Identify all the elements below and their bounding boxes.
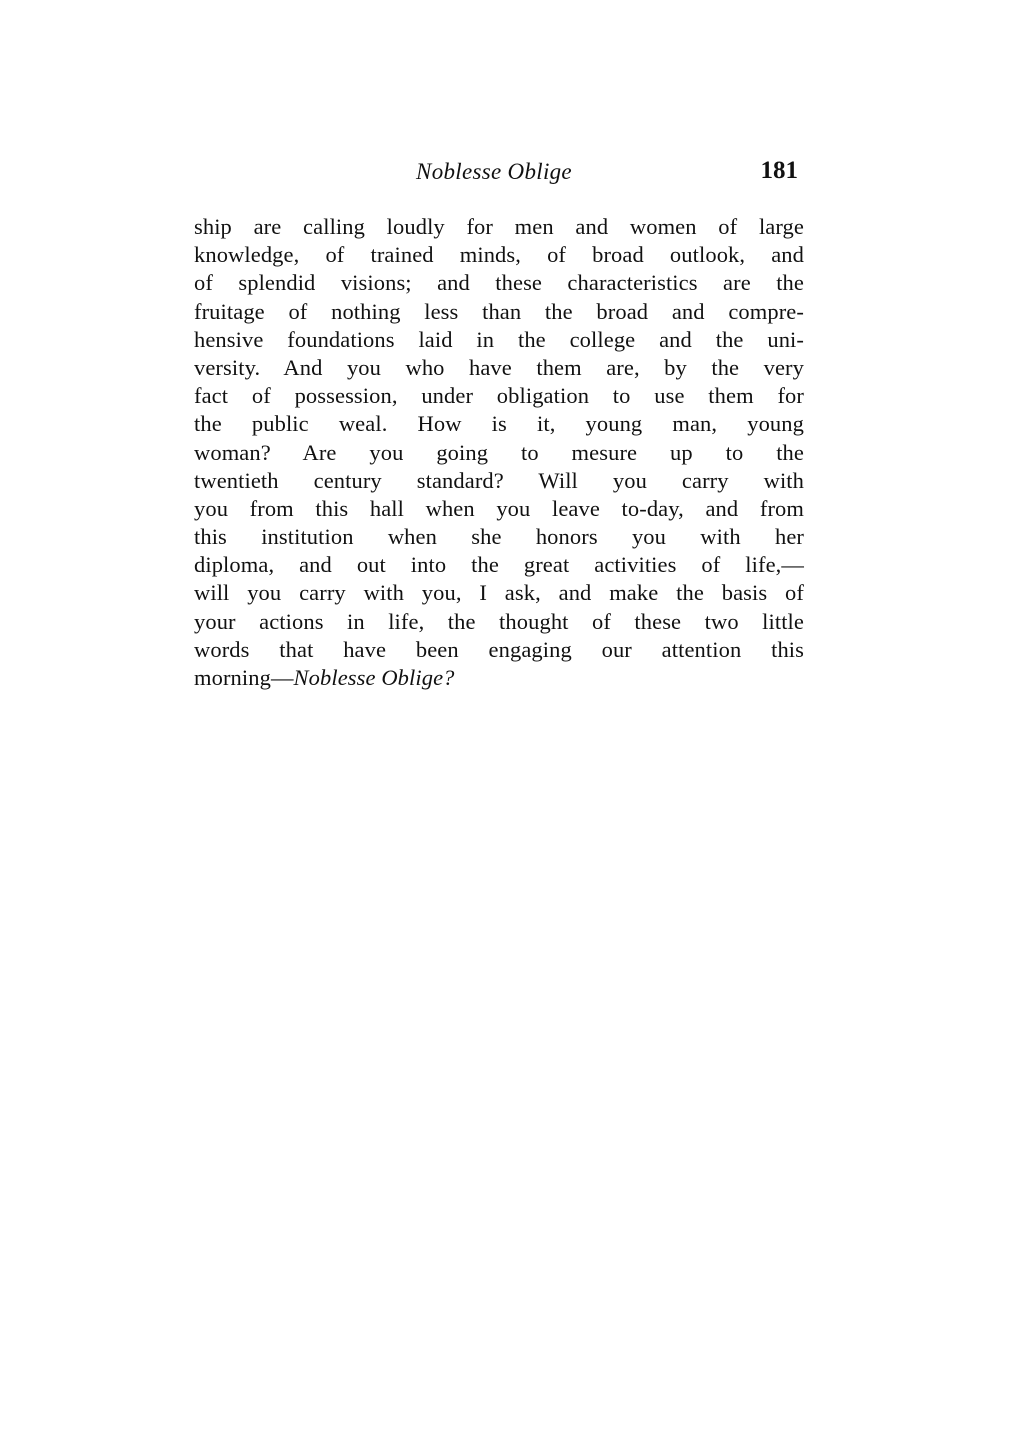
text-line: this institution when she honors you with her bbox=[194, 524, 804, 550]
text-line: words that have been engaging our attention this bbox=[194, 636, 804, 662]
text-line: your actions in life, the thought of these two little bbox=[194, 608, 804, 634]
text-line: twentieth century standard? Will you carry with bbox=[194, 467, 804, 493]
page-number: 181 bbox=[760, 157, 798, 184]
running-title: Noblesse Oblige bbox=[416, 159, 572, 184]
text-line: will you carry with you, I ask, and make the basis of bbox=[194, 580, 804, 606]
text-line: woman? Are you going to mesure up to the bbox=[194, 439, 804, 465]
text-line: you from this hall when you leave to-day, and from bbox=[194, 495, 804, 521]
running-head bbox=[194, 156, 804, 190]
text-line: hensive foundations laid in the college and the uni- bbox=[194, 326, 804, 352]
text-line-last bbox=[194, 664, 804, 692]
text-line: knowledge, of trained minds, of broad outlook, and bbox=[194, 242, 804, 268]
text-line: fruitage of nothing less than the broad and compre- bbox=[194, 298, 804, 324]
text-line: the public weal. How is it, young man, young bbox=[194, 411, 804, 437]
body-text bbox=[194, 213, 804, 692]
last-line-prefix: morning— bbox=[194, 665, 294, 690]
text-line: diploma, and out into the great activities of life,— bbox=[194, 552, 804, 578]
text-line: fact of possession, under obligation to use them for bbox=[194, 383, 804, 409]
text-line: of splendid visions; and these characteristics are the bbox=[194, 270, 804, 296]
last-line-italic-title: Noblesse Oblige? bbox=[293, 665, 455, 690]
text-line: versity. And you who have them are, by the very bbox=[194, 354, 804, 380]
text-line: ship are calling loudly for men and women of large bbox=[194, 214, 804, 239]
